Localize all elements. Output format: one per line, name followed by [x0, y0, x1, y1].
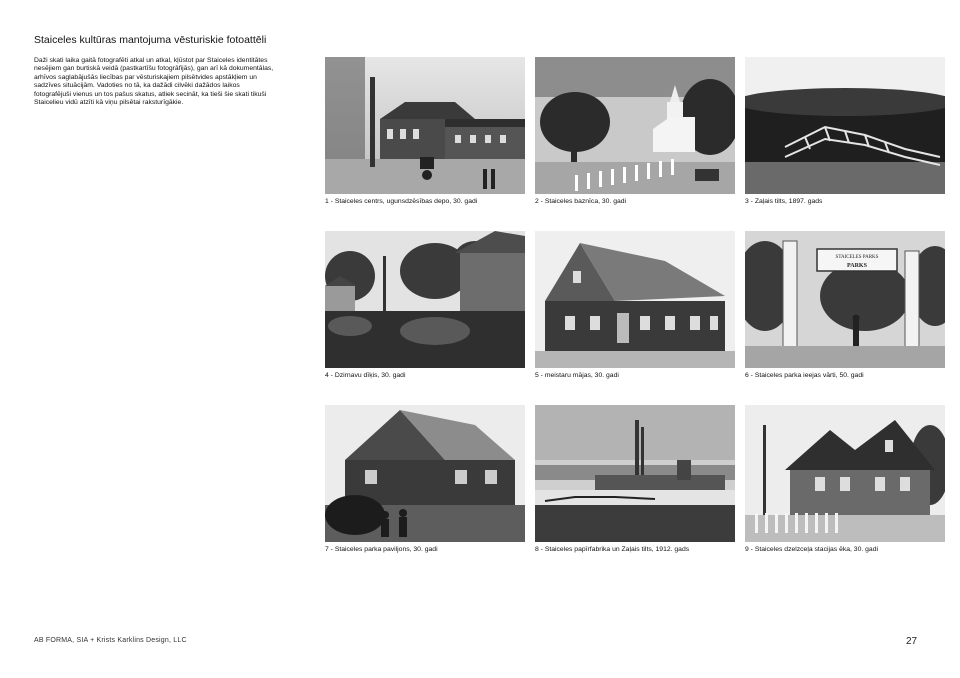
photo-cell-6 — [745, 231, 945, 380]
photo-factory — [535, 405, 735, 542]
page-number: 27 — [906, 636, 918, 647]
photo-depot — [325, 57, 525, 194]
footer-credits: AB FORMA, SIA + Krists Karklins Design, LLC — [34, 637, 187, 644]
photo-cell-1 — [325, 57, 525, 206]
photo-house — [535, 231, 735, 368]
photo-cell-4 — [325, 231, 525, 380]
photo-cell-3 — [745, 57, 945, 206]
photo-cell-7 — [325, 405, 525, 554]
page-title: Staiceles kultūras mantojuma vēsturiskie fotoattēli — [34, 34, 267, 46]
photo-caption: 1 - Staiceles centrs, ugunsdzēsības depo, 30. gadi — [325, 198, 478, 205]
photo-caption: 9 - Staiceles dzelzceļa stacijas ēka, 30. gadi — [745, 546, 878, 553]
photo-church — [535, 57, 735, 194]
gate-sign-text: STAICELES PARKS — [835, 255, 879, 260]
photo-gate — [745, 231, 945, 368]
photo-caption: 6 - Staiceles parka ieejas vārti, 50. gadi — [745, 372, 864, 379]
photo-caption: 7 - Staiceles parka paviljons, 30. gadi — [325, 546, 438, 553]
photo-cell-9 — [745, 405, 945, 554]
photo-caption: 5 - meistaru mājas, 30. gadi — [535, 372, 619, 379]
intro-paragraph: Daži skati laika gaitā fotografēti atkal un atkal, kļūstot par Staiceles identitātes nesējiem gan burtiskā veidā (pastkartīšu fotogrāfijās), gan arī kā dokumentālas, arhīvos saglabājušās liecības par vēsturiskajiem pilsētvides apstākļiem un sadzīves situācijām. Vadoties no tā, ka dažādi cilvēki dažādos laikos fotografējuši vienus un tos pašus skatus, atliek secināt, ka tieši šie skati tikuši Staicelieu vidū atzīti kā viņu pilsētai raksturīgākie. — [34, 57, 274, 107]
photo-station — [745, 405, 945, 542]
photo-bridge — [745, 57, 945, 194]
photo-caption: 8 - Staiceles papīrfabrika un Zaļais tilts, 1912. gads — [535, 546, 690, 553]
photo-pavilion — [325, 405, 525, 542]
photo-caption: 3 - Zaļais tilts, 1897. gads — [745, 198, 823, 205]
photo-cell-8 — [535, 405, 735, 554]
photo-cell-2 — [535, 57, 735, 206]
photo-caption: 4 - Dzirnavu dīķis, 30. gadi — [325, 372, 406, 379]
photo-caption: 2 - Staiceles baznīca, 30. gadi — [535, 198, 627, 205]
photo-grid — [325, 57, 945, 557]
svg-text:PARKS: PARKS — [847, 263, 867, 269]
photo-cell-5 — [535, 231, 735, 380]
photo-pond — [325, 231, 525, 368]
